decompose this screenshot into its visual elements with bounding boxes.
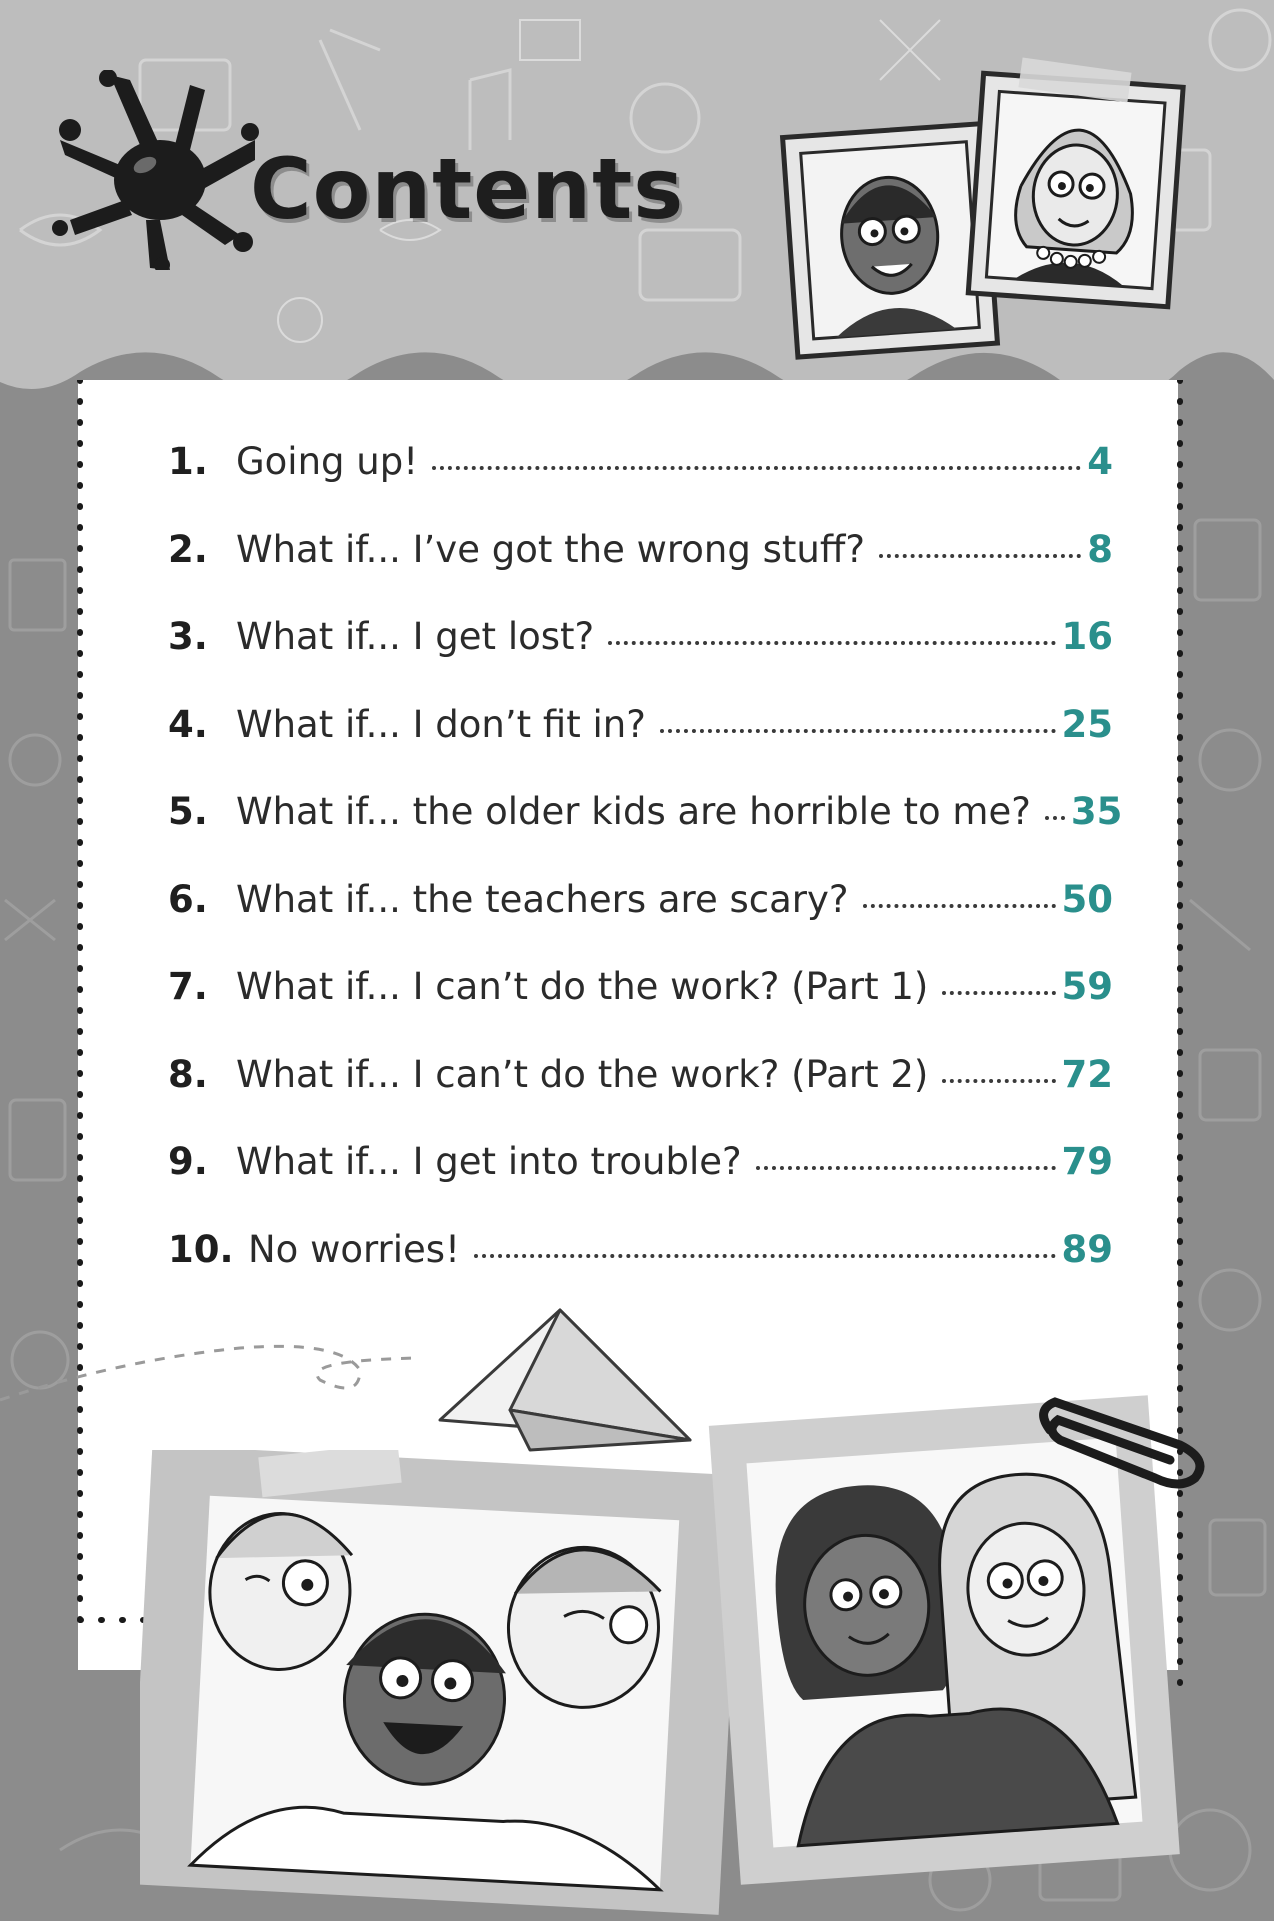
chapter-number: 3. (168, 615, 208, 658)
chapter-number: 9. (168, 1140, 208, 1183)
dot-leader (942, 987, 1055, 995)
toc-entry (168, 440, 1113, 528)
toc-entry (168, 1053, 1113, 1141)
chapter-page-number: 72 (1061, 1052, 1113, 1096)
dot-leader (879, 550, 1081, 558)
dot-leader (756, 1162, 1056, 1170)
toc-entry (168, 790, 1123, 878)
chapter-number: 5. (168, 790, 208, 833)
chapter-title: What if... the older kids are horrible to me? (236, 790, 1031, 833)
chapter-page-number: 4 (1087, 440, 1113, 483)
toc-entry (168, 965, 1113, 1053)
dot-leader (432, 462, 1081, 470)
chapter-title: What if... I don’t fit in? (236, 702, 646, 746)
chapter-number: 2. (168, 527, 208, 571)
dot-leader (608, 637, 1055, 645)
toc-entry (168, 1140, 1113, 1228)
dot-leader (474, 1250, 1056, 1258)
chapter-page-number: 8 (1087, 527, 1113, 571)
dot-leader (660, 725, 1056, 733)
chapter-number: 1. (168, 440, 208, 483)
chapter-page-number: 79 (1061, 1140, 1113, 1183)
ink-splat-icon (50, 70, 260, 270)
chapter-title: What if... the teachers are scary? (236, 877, 849, 921)
chapter-number: 10. (168, 1227, 234, 1271)
chapter-number: 6. (168, 877, 208, 921)
table-of-contents (168, 440, 1123, 1315)
chapter-title: What if... I can’t do the work? (Part 2) (236, 1052, 929, 1096)
toc-entry (168, 878, 1113, 966)
chapter-title: What if... I can’t do the work? (Part 1) (236, 965, 929, 1008)
dot-leader (942, 1075, 1055, 1083)
chapter-title: What if... I get into trouble? (236, 1140, 742, 1183)
chapter-page-number: 25 (1061, 702, 1113, 746)
paperclip-icon (1030, 1390, 1220, 1490)
dot-leader (863, 900, 1056, 908)
chapter-title: Going up! (236, 440, 419, 483)
page-title: Contents (250, 140, 685, 238)
chapter-title: What if... I get lost? (236, 615, 595, 658)
chapter-number: 4. (168, 702, 208, 746)
framed-portraits (775, 50, 1195, 370)
chapter-page-number: 59 (1061, 965, 1113, 1008)
chapter-title: No worries! (248, 1227, 460, 1271)
photo-three-boys (140, 1450, 760, 1920)
chapter-title: What if... I’ve got the wrong stuff? (236, 527, 865, 571)
chapter-number: 8. (168, 1052, 208, 1096)
toc-entry (168, 703, 1113, 791)
dot-leader (1045, 812, 1065, 820)
toc-entry (168, 528, 1113, 616)
chapter-page-number: 50 (1061, 877, 1113, 921)
chapter-page-number: 35 (1070, 790, 1123, 833)
chapter-page-number: 89 (1061, 1227, 1113, 1271)
chapter-number: 7. (168, 965, 208, 1008)
toc-entry (168, 615, 1113, 703)
chapter-page-number: 16 (1061, 615, 1113, 658)
